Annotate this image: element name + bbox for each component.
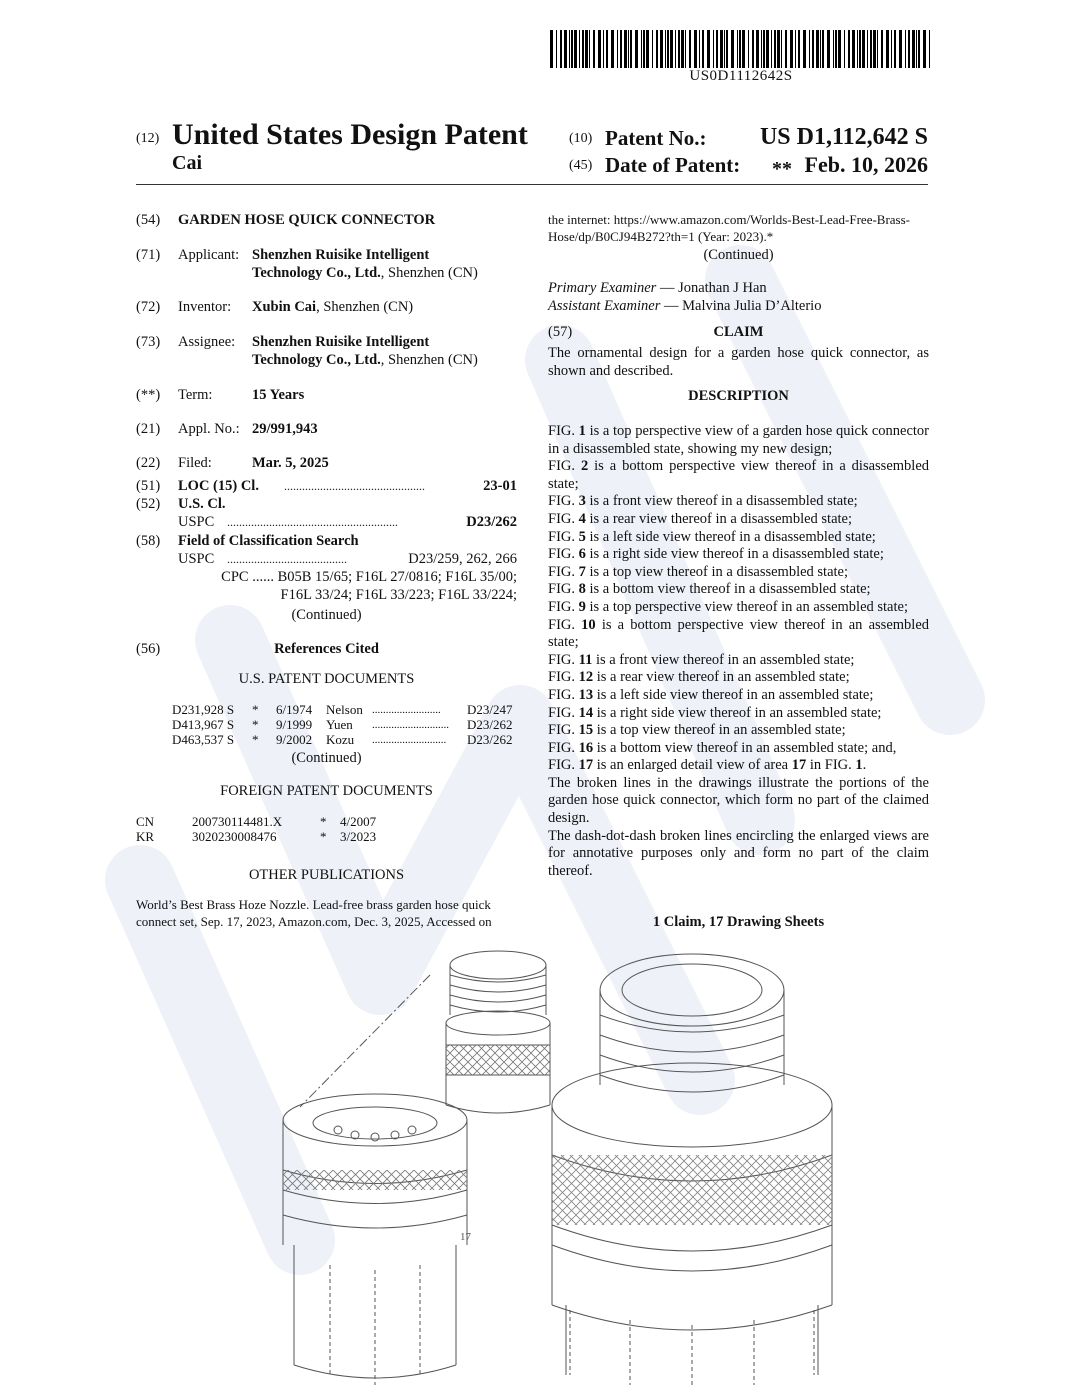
inventor-surname: Cai [172, 152, 202, 174]
leader-dots: ............................ [372, 719, 449, 731]
code-58: (58) [136, 533, 161, 549]
code-term: (**) [136, 387, 161, 403]
publication-cont-line2: Hose/dp/B0CJ94B272?th=1 (Year: 2023).* [548, 229, 774, 244]
uspc-label: USPC [178, 551, 215, 567]
broken-lines-statement: The broken lines in the drawings illustrate the portions of the garden hose quick connector, which form no part of the claimed design. [548, 774, 929, 827]
country-code: KR [136, 829, 155, 844]
doc-number: 3020230008476 [192, 829, 277, 844]
doc-star: * [320, 829, 327, 844]
figure-description: FIG. 7 is a top view thereof in a disassembled state; [548, 563, 849, 580]
figure-17-description: FIG. 17 is an enlarged detail view of area 17 in FIG. 1. [548, 757, 867, 774]
doc-number: D463,537 S [172, 732, 235, 747]
figure-description: FIG. 6 is a right side view thereof in a disassembled state; [548, 546, 884, 563]
applicant-name-line1: Shenzhen Ruisike Intelligent [252, 247, 430, 263]
doc-name: Kozu [326, 732, 355, 747]
figure-description: FIG. 4 is a rear view thereof in a disassembled state; [548, 510, 853, 527]
code-45: (45) [569, 158, 593, 173]
doc-class: D23/262 [467, 732, 513, 747]
claim-title: CLAIM [713, 324, 764, 340]
figure-description: FIG. 13 is a left side view thereof in an assembled state; [548, 686, 874, 703]
uspc-search-value: D23/259, 262, 266 [408, 551, 517, 567]
filed-label: Filed: [178, 455, 212, 471]
code-22: (22) [136, 455, 161, 471]
doc-name: Yuen [326, 717, 353, 732]
figure-description: FIG. 16 is a bottom view thereof in an assembled state; and, [548, 739, 897, 756]
inventor-location: , Shenzhen (CN) [316, 299, 414, 315]
doc-date: 4/2007 [340, 814, 377, 829]
doc-name: Nelson [326, 702, 363, 717]
loc-label: LOC (15) Cl. [178, 478, 259, 494]
uspc-label: USPC [178, 514, 215, 530]
term-value: 15 Years [252, 387, 305, 403]
figure-description: FIG. 1 is a top perspective view of a garden hose quick connector in a disassembled state, showing my new design; [548, 423, 930, 457]
code-56: (56) [136, 641, 161, 657]
doc-star: * [252, 702, 259, 717]
leader-dots: ......................................................... [227, 515, 398, 529]
term-marker: ** [772, 158, 792, 180]
doc-class: D23/247 [467, 702, 513, 717]
cpc-line1: CPC ...... B05B 15/65; F16L 27/0816; F16L 35/00; [221, 569, 517, 585]
appl-no-value: 29/991,943 [252, 421, 318, 437]
doc-number: D231,928 S [172, 702, 235, 717]
other-publications-title: OTHER PUBLICATIONS [248, 867, 405, 883]
applicant-location: , Shenzhen (CN) [380, 265, 478, 281]
assembled-connector [552, 954, 832, 1385]
figure-description: FIG. 10 is a bottom perspective view thereof in an assembled state; [548, 616, 929, 651]
country-code: CN [136, 814, 155, 829]
filed-value: Mar. 5, 2025 [252, 455, 329, 471]
us-cl-label: U.S. Cl. [178, 496, 226, 512]
cpc-line2: F16L 33/24; F16L 33/223; F16L 33/224; [280, 587, 517, 603]
primary-examiner-name: — Jonathan J Han [656, 280, 767, 296]
code-12: (12) [136, 131, 160, 146]
field-search-label: Field of Classification Search [178, 533, 359, 549]
doc-date: 9/2002 [276, 732, 313, 747]
figure-area-label: 17 [460, 1231, 471, 1243]
document-type-title: United States Design Patent [172, 118, 528, 151]
patent-number: US D1,112,642 S [759, 124, 928, 150]
doc-date: 9/1999 [276, 717, 313, 732]
figure-description: FIG. 12 is a rear view thereof in an assembled state; [548, 669, 850, 686]
barcode-number: US0D1112642S [689, 68, 793, 84]
doc-star: * [320, 814, 327, 829]
assignee-name-line1: Shenzhen Ruisike Intelligent [252, 334, 430, 350]
inventor-name: Xubin Cai [252, 299, 317, 315]
code-71: (71) [136, 247, 161, 263]
assignee-location: , Shenzhen (CN) [380, 352, 478, 368]
continued-note: (Continued) [291, 607, 362, 623]
term-label: Term: [178, 387, 213, 403]
primary-examiner-label: Primary Examiner [548, 280, 657, 296]
female-coupler-part [283, 1094, 467, 1385]
patent-number-label: Patent No.: [605, 126, 707, 150]
doc-star: * [252, 732, 259, 747]
code-10: (10) [569, 131, 593, 146]
continued-note: (Continued) [703, 247, 774, 263]
code-57: (57) [548, 324, 573, 340]
figure-description: FIG. 5 is a left side view thereof in a disassembled state; [548, 528, 876, 545]
claim-text: The ornamental design for a garden hose quick connector, as shown and described. [548, 345, 929, 379]
small-male-part [446, 951, 550, 1113]
publication-line2: connect set, Sep. 17, 2023, Amazon.com, Dec. 3, 2025, Accessed on [136, 914, 492, 929]
figure-description: FIG. 14 is a right side view thereof in an assembled state; [548, 704, 882, 721]
publication-cont-line1: the internet: https://www.amazon.com/Worlds-Best-Lead-Free-Brass- [548, 212, 911, 227]
assignee-label: Assignee: [178, 334, 236, 350]
description-body [548, 423, 929, 880]
claims-sheets-summary: 1 Claim, 17 Drawing Sheets [652, 914, 825, 930]
figure-description: FIG. 8 is a bottom view thereof in a disassembled state; [548, 581, 871, 598]
code-72: (72) [136, 299, 161, 315]
doc-date: 3/2023 [340, 829, 377, 844]
publication-line1: World’s Best Brass Hoze Nozzle. Lead-free brass garden hose quick [136, 897, 491, 912]
barcode [550, 30, 932, 68]
code-52: (52) [136, 496, 161, 512]
code-51: (51) [136, 478, 161, 494]
leader-dots: ............................................... [284, 479, 425, 493]
doc-number: D413,967 S [172, 717, 235, 732]
appl-no-label: Appl. No.: [178, 421, 240, 437]
code-73: (73) [136, 334, 161, 350]
code-54: (54) [136, 212, 161, 228]
loc-value: 23-01 [483, 478, 517, 494]
figure-description: FIG. 2 is a bottom perspective view thereof in a disassembled state; [548, 458, 930, 492]
references-cited-title: References Cited [274, 641, 379, 657]
doc-star: * [252, 717, 259, 732]
dash-dot-statement: The dash-dot-dash broken lines encircling the enlarged views are for annotative purposes only and form no part of the claim thereof. [548, 827, 929, 879]
date-of-patent: Feb. 10, 2026 [804, 152, 928, 177]
doc-class: D23/262 [467, 717, 513, 732]
leader-dots: ........................... [372, 734, 447, 746]
figure-description: FIG. 3 is a front view thereof in a disassembled state; [548, 493, 858, 510]
figure-description: FIG. 11 is a front view thereof in an assembled state; [548, 651, 855, 668]
description-title: DESCRIPTION [688, 388, 789, 404]
figure-list [548, 423, 929, 757]
assignee-name-line2: Technology Co., Ltd. [252, 352, 381, 368]
leader-dots: ........................................ [227, 552, 347, 566]
applicant-label: Applicant: [178, 247, 240, 263]
assistant-examiner-label: Assistant Examiner [548, 298, 661, 314]
us-cl-value: D23/262 [466, 514, 517, 530]
us-patent-docs-title: U.S. PATENT DOCUMENTS [238, 671, 415, 687]
header-rule [136, 184, 928, 185]
leader-dots: ......................... [372, 704, 441, 716]
continued-note: (Continued) [291, 750, 362, 766]
applicant-name-line2: Technology Co., Ltd. [252, 265, 381, 281]
design-title: GARDEN HOSE QUICK CONNECTOR [178, 212, 436, 228]
figure-description: FIG. 9 is a top perspective view thereof in an assembled state; [548, 598, 908, 615]
connector-drawing [270, 945, 950, 1385]
foreign-patent-docs-title: FOREIGN PATENT DOCUMENTS [220, 783, 433, 799]
inventor-label: Inventor: [178, 299, 232, 315]
assistant-examiner-name: — Malvina Julia D’Alterio [660, 298, 822, 314]
figure-description: FIG. 15 is a top view thereof in an assembled state; [548, 722, 846, 739]
code-21: (21) [136, 421, 161, 437]
doc-number: 200730114481.X [192, 814, 283, 829]
date-of-patent-label: Date of Patent: [605, 153, 741, 177]
doc-date: 6/1974 [276, 702, 313, 717]
